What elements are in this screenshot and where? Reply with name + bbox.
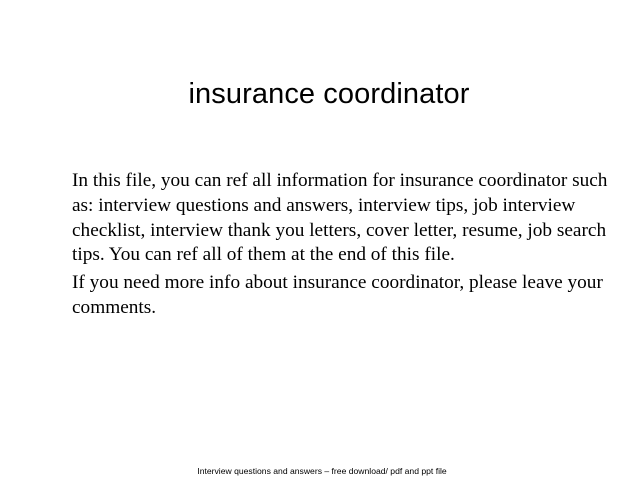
intro-paragraph: In this file, you can ref all information for insurance coordinator such as: interview questions and answers, interview tips, job interview checklist, interview thank you letters, cover letter, resume, job search tips. You can ref all of them at the end of this file. (72, 170, 608, 266)
comments-paragraph: If you need more info about insurance coordinator, please leave your comments. (72, 272, 603, 318)
slide-title: insurance coordinator (188, 78, 470, 110)
slide-body (72, 169, 632, 321)
slide-footer: Interview questions and answers – free download/ pdf and ppt file (197, 466, 447, 476)
